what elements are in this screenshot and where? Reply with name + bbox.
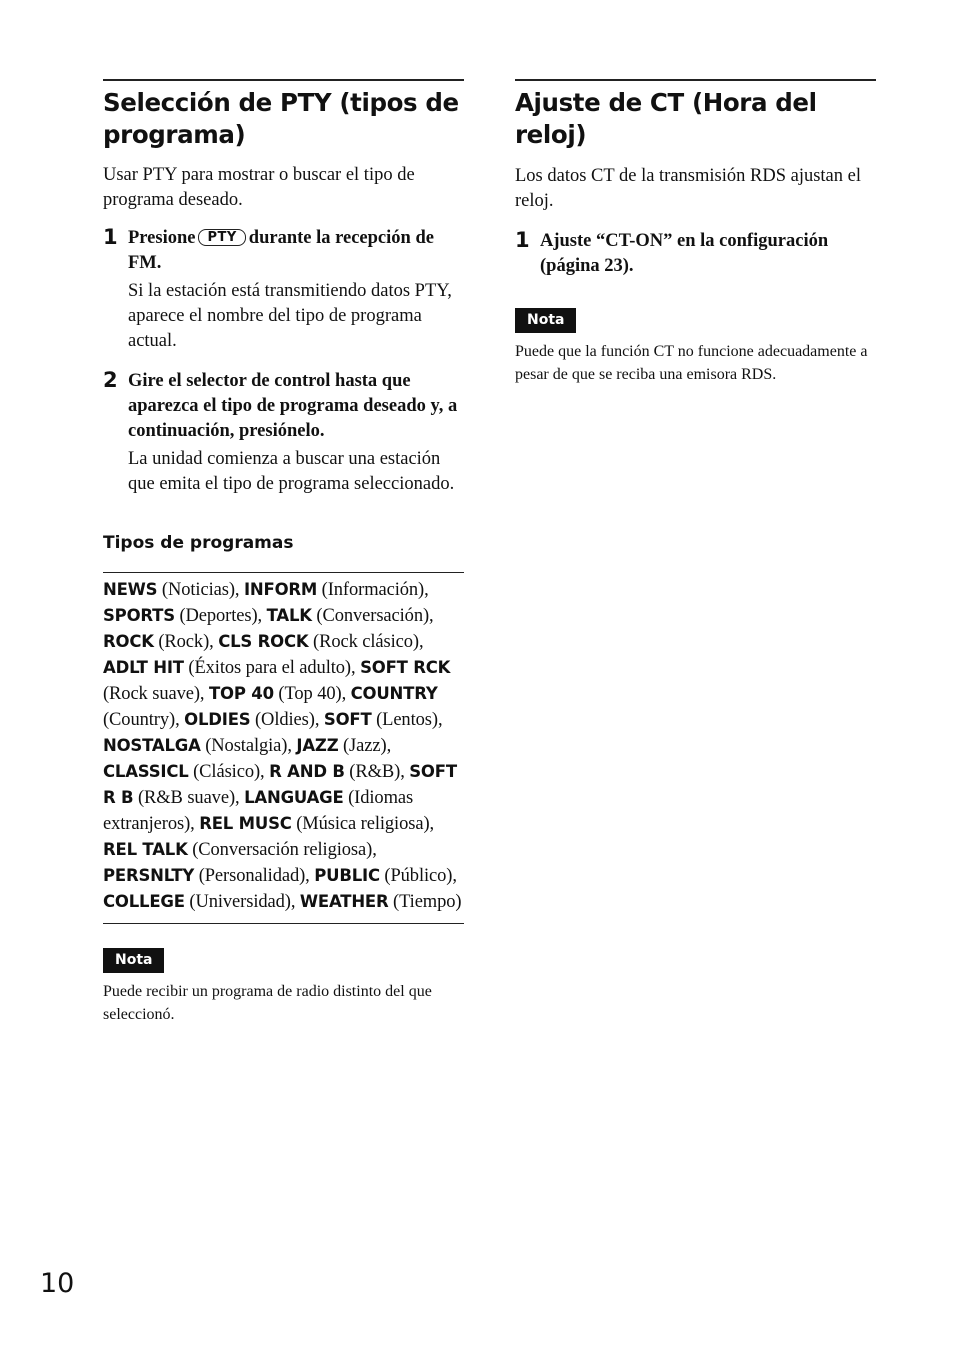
program-type-item [296,736,386,756]
step-title: Presione PTY durante la recepción de FM. [128,228,434,273]
note-block [515,308,876,386]
program-type-desc: (Conversación religiosa) [192,840,373,860]
program-type-desc: (Público) [384,866,453,886]
program-type-item [244,580,424,600]
section-title-pty: Selección de PTY (tipos de programa) [103,88,459,149]
program-type-desc: (Rock clásico) [313,632,419,652]
program-type-item [218,632,419,652]
program-type-code: SOFT [323,710,372,729]
program-type-code: NEWS [103,580,158,599]
program-type-desc: (Universidad) [189,892,291,912]
step-title: Ajuste “CT-ON” en la configuración (página 23). [540,231,829,276]
step-body: Si la estación está transmitiendo datos PTY, aparece el nombre del tipo de programa actual. [128,281,452,351]
program-type-desc: (Conversación) [316,606,430,626]
program-type-desc: (Jazz) [343,736,387,756]
program-type-code: LANGUAGE [244,788,344,807]
section-rule [103,79,464,81]
program-type-item [103,658,351,678]
program-type-item [103,606,258,626]
section-rule [515,79,876,81]
program-type-code: SPORTS [103,606,175,625]
right-column [515,79,876,386]
program-type-item [103,580,235,600]
program-type-desc: (Lentos) [376,710,438,730]
left-column [103,79,464,1026]
program-type-code: COUNTRY [350,684,438,703]
program-type-code: REL TALK [103,840,188,859]
program-type-item [199,814,429,834]
note-label: Nota [515,308,576,333]
step-2 [103,369,464,497]
note-label: Nota [103,948,164,973]
program-type-code: WEATHER [299,892,389,911]
program-type-code: SOFT RCK [360,658,451,677]
program-type-desc: (Rock) [158,632,210,652]
step-body: La unidad comienza a buscar una estación que emita el tipo de programa seleccionado. [128,449,455,494]
program-type-code: NOSTALGA [103,736,201,755]
step-title: Gire el selector de control hasta que aparezca el tipo de programa deseado y, a continuación, presiónelo. [128,371,458,441]
step-1 [103,226,464,354]
program-type-item [314,866,452,886]
program-type-desc: (Top 40) [278,684,342,704]
program-type-desc: (Clásico) [193,762,261,782]
program-type-item [209,684,342,704]
program-type-desc: (Tiempo) [393,892,462,912]
program-type-item [267,606,429,626]
step-1 [515,229,876,279]
program-type-desc: (Noticias) [161,580,235,600]
program-type-code: CLS ROCK [218,632,309,651]
program-type-code: PUBLIC [314,866,380,885]
program-type-desc: (R&B) [349,762,401,782]
program-type-code: OLDIES [184,710,251,729]
program-type-code: PERSNLTY [103,866,195,885]
section-title-ct: Ajuste de CT (Hora del reloj) [515,88,817,149]
page-number: 10 [40,1268,75,1299]
program-type-desc: (Éxitos para el adulto) [188,658,351,678]
note-text: Puede recibir un programa de radio distinto del que seleccionó. [103,983,432,1023]
program-type-item [103,866,305,886]
program-type-item [269,762,400,782]
section-intro: Usar PTY para mostrar o buscar el tipo de programa deseado. [103,165,415,210]
program-type-code: R AND B [269,762,345,781]
program-type-item [103,762,260,782]
program-type-code: ROCK [103,632,154,651]
program-type-item [103,892,291,912]
program-types-box [103,572,464,924]
step-number: 2 [103,368,118,392]
program-type-code: INFORM [243,580,318,599]
program-type-code: CLASSICL [103,762,189,781]
program-type-desc: (Información) [321,580,425,600]
program-type-code: ADLT HIT [103,658,184,677]
pty-key-icon: PTY [198,229,245,246]
program-type-code: REL MUSC [199,814,292,833]
program-type-code: COLLEGE [103,892,185,911]
program-type-desc: (Personalidad) [198,866,306,886]
program-type-desc: (Country) [103,710,176,730]
program-type-desc: (Música religiosa) [296,814,430,834]
program-type-item [324,710,438,730]
program-type-item [184,710,315,730]
program-type-desc: (R&B suave) [137,788,236,808]
program-type-desc: (Rock suave) [103,684,200,704]
program-type-desc: (Oldies) [255,710,315,730]
section-intro: Los datos CT de la transmisión RDS ajustan el reloj. [515,166,861,211]
program-type-desc: (Deportes) [179,606,258,626]
program-type-code: SOFT R B [103,762,457,807]
program-type-desc: (Nostalgia) [205,736,288,756]
program-type-item [103,840,372,860]
program-types-heading: Tipos de programas [103,533,294,553]
program-type-item [300,892,462,912]
note-block [103,948,464,1026]
program-type-code: TALK [266,606,312,625]
program-type-code: TOP 40 [208,684,274,703]
program-type-item [103,736,287,756]
program-type-code: JAZZ [296,736,339,755]
program-types-list: NEWS (Noticias), INFORM (Información), SPORTS (Deportes), TALK (Conversación), ROCK (Rock), CLS ROCK (Rock clásico), ADLT HIT (Éxitos para el adulto), SOFT RCK (Rock suave), TOP 40 (Top 40), COUNTRY (Country), OLDIES (Oldies), SOFT (Lentos), NOSTALGA (Nostalgia), JAZZ (Jazz), CLASSICL (Clásico), R AND B (R&B), SOFT R B (R&B suave), LANGUAGE (Idiomas extranjeros), REL MUSC (Música religiosa), REL TALK (Conversación religiosa), PERSNLTY (Personalidad), PUBLIC (Público), COLLEGE (Universidad), WEATHER (Tiempo) [103,580,462,912]
program-type-item [103,632,209,652]
step-number: 1 [103,225,118,249]
program-type-desc: (Idiomas extranjeros) [103,788,414,834]
note-text: Puede que la función CT no funcione adecuadamente a pesar de que se reciba una emisora RDS. [515,343,868,383]
step-number: 1 [515,228,530,252]
